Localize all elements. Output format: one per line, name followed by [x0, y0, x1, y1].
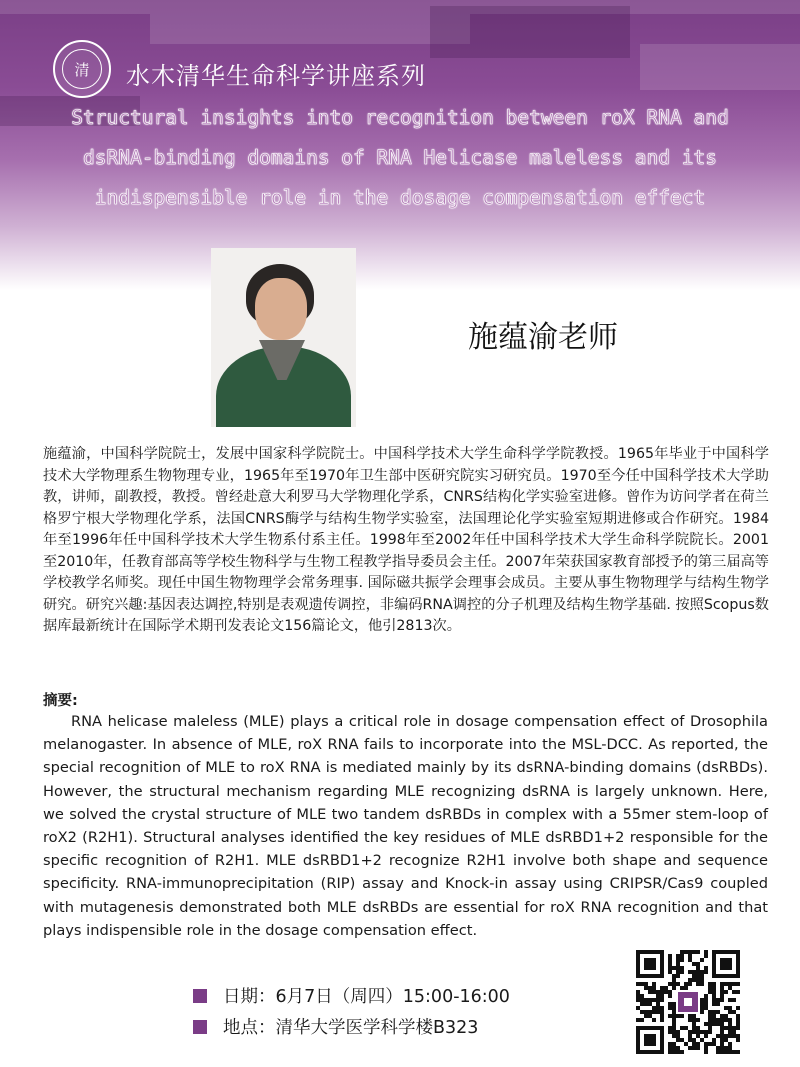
building-backdrop [430, 6, 630, 58]
event-date-text: 日期：6月7日（周四）15:00-16:00 [223, 987, 510, 1007]
event-date [193, 983, 510, 1008]
header-banner [0, 0, 800, 290]
building-backdrop [150, 14, 470, 44]
abstract-label: 摘要: [43, 693, 78, 709]
university-seal-icon [62, 49, 102, 89]
bullet-square-icon [193, 1020, 207, 1034]
university-logo [53, 40, 111, 98]
event-location-text: 地点：清华大学医学科学楼B323 [223, 1018, 479, 1038]
speaker-photo [211, 248, 356, 427]
event-location [193, 1014, 478, 1039]
qr-code[interactable] [636, 950, 740, 1054]
logo-mark: 清 [74, 61, 90, 79]
speaker-bio: 施蕴渝，中国科学院院士，发展中国家科学院院士。中国科学技术大学生命科学学院教授。1965年毕业于中国科学技术大学物理系生物物理专业，1965年至1970年卫生部中医研究院实习研究员。1970至今任中国科学技术大学助教，讲师，副教授，教授。曾经赴意大利罗马大学物理化学系，CNRS结构化学实验室进修。曾作为访问学者在荷兰格罗宁根大学物理化学系，法国CNRS酶学与结构生物学实验室，法国理论化学实验室短期进修或合作研究。1984年至1996年任中国科学技术大学生物系付系主任。1998年至2002年任中国科学技术大学生命科学院院长。2001至2010年，任教育部高等学校生物科学与生物工程教学指导委员会主任。2007年荣获国家教育部授予的第三届高等学校教学名师奖。现任中国生物物理学会常务理事. 国际磁共振学会理事会成员。主要从事生物物理学与结构生物学研究。研究兴趣:基因表达调控,特别是表观遗传调控，非编码RNA调控的分子机理及结构生物学基础. 按照Scopus数据库最新统计在国际学术期刊发表论文156篇论文，他引2813次。 [43, 446, 769, 634]
photo-face [255, 278, 307, 340]
abstract-text: RNA helicase maleless (MLE) plays a critical role in dosage compensation effect of Drosophila melanogaster. In absence of MLE, roX RNA fails to incorporate into the MSL-DCC. As reported, the special recognition of MLE to roX RNA is mediated mainly by its dsRNA-binding domains (dsRBDs). However, the structural mechanism regarding MLE recognizing dsRNA is largely unknown. Here, we solved the crystal structure of MLE two tandem dsRBDs in complex with a 55mer stem-loop of roX2 (R2H1). Structural analyses identified the key residues of MLE dsRBD1+2 responsible for the specific recognition of R2H1. MLE dsRBD1+2 recognize R2H1 involve both shape and sequence specificity. RNA-immunoprecipitation (RIP) assay and Knock-in assay using CRIPSR/Cas9 coupled with mutagenesis demonstrated both MLE dsRBDs are essential for roX RNA recognition and that plays indispensible role in the dosage compensation effect. [43, 713, 768, 939]
bullet-square-icon [193, 989, 207, 1003]
talk-title-line-2: dsRNA-binding domains of RNA Helicase maleless and its [83, 146, 717, 169]
speaker-name: 施蕴渝老师 [468, 320, 618, 355]
talk-title-line-1: Structural insights into recognition between roX RNA and [71, 106, 729, 129]
qr-code-icon [636, 950, 740, 1054]
lecture-series-title: 水木清华生命科学讲座系列 [126, 62, 426, 90]
building-backdrop [640, 44, 800, 90]
talk-title-line-3: indispensible role in the dosage compensation effect [94, 186, 706, 209]
building-backdrop [0, 0, 800, 14]
